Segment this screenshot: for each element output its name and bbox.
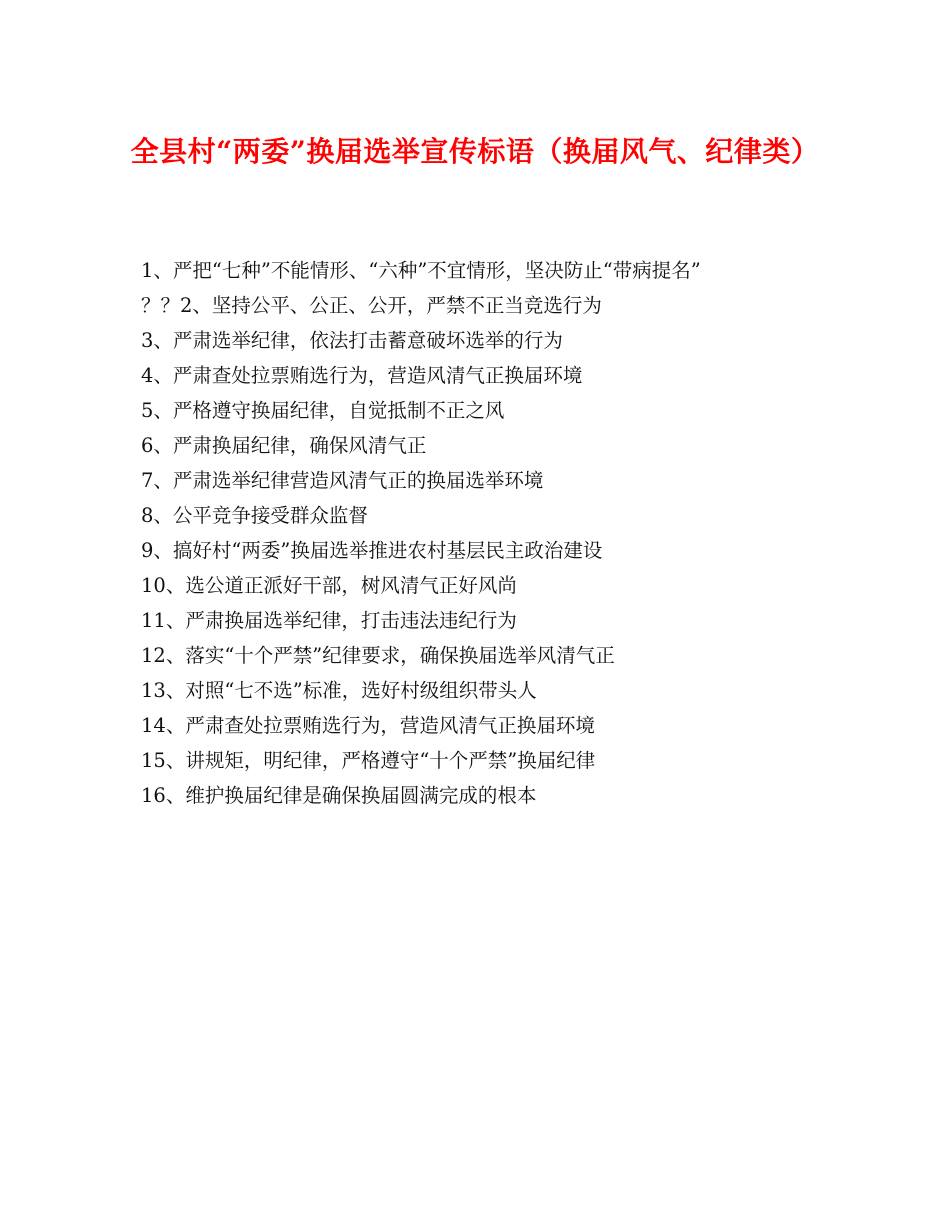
list-item: 10、选公道正派好干部，树风清气正好风尚 <box>141 574 517 597</box>
list-item: 3、严肃选举纪律，依法打击蓄意破坏选举的行为 <box>141 329 563 352</box>
list-item: 16、维护换届纪律是确保换届圆满完成的根本 <box>141 784 537 807</box>
list-item: 1、严把“七种”不能情形、“六种”不宜情形，坚决防止“带病提名” <box>141 259 701 282</box>
list-item: ？？2、坚持公平、公正、公开，严禁不正当竞选行为 <box>141 294 602 317</box>
list-item: 15、讲规矩，明纪律，严格遵守“十个严禁”换届纪律 <box>141 749 596 772</box>
list-item: 14、严肃查处拉票贿选行为，营造风清气正换届环境 <box>141 714 595 737</box>
list-item: 12、落实“十个严禁”纪律要求，确保换届选举风清气正 <box>141 644 615 667</box>
list-item: 7、严肃选举纪律营造风清气正的换届选举环境 <box>141 469 544 492</box>
list-item: 4、严肃查处拉票贿选行为，营造风清气正换届环境 <box>141 364 583 387</box>
list-item: 8、公平竞争接受群众监督 <box>141 504 368 527</box>
slogan-list <box>141 253 831 813</box>
list-item: 6、严肃换届纪律，确保风清气正 <box>141 434 427 457</box>
document-title: 全县村“两委”换届选举宣传标语（换届风气、纪律类） <box>130 135 820 168</box>
list-item: 13、对照“七不选”标准，选好村级组织带头人 <box>141 679 537 702</box>
list-item: 9、搞好村“两委”换届选举推进农村基层民主政治建设 <box>141 539 603 562</box>
list-item: 5、严格遵守换届纪律，自觉抵制不正之风 <box>141 399 505 422</box>
list-item: 11、严肃换届选举纪律，打击违法违纪行为 <box>141 609 517 632</box>
